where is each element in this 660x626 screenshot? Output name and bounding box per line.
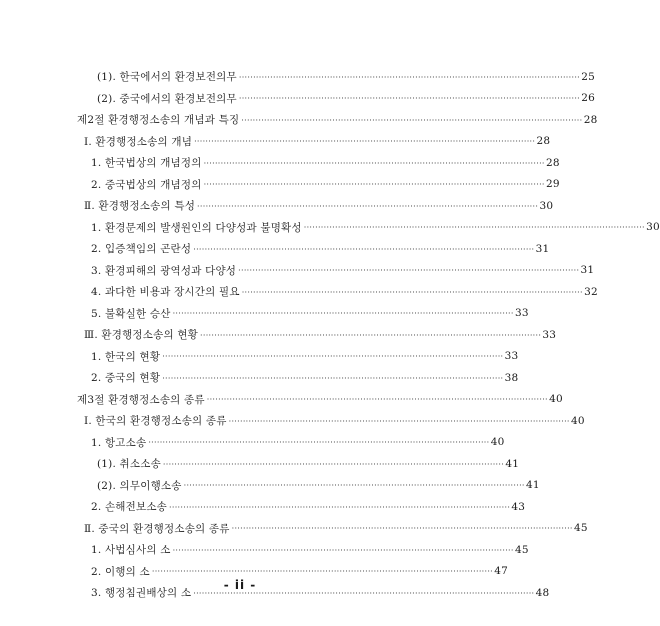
- dot-leader: ························································································································: [172, 309, 514, 319]
- toc-entry-label: 3. 환경피해의 광역성과 다양성: [91, 264, 237, 277]
- toc-entry-label: 제3절 환경행정소송의 종류: [77, 393, 205, 406]
- toc-entry-page: 33: [514, 307, 529, 320]
- dot-leader: ························································································································: [193, 244, 535, 254]
- toc-entry-label: 1. 한국의 현황: [91, 350, 161, 363]
- toc-entry-page: 32: [584, 285, 598, 298]
- toc-entry-page: 33: [504, 350, 519, 363]
- toc-entry-label: 2. 중국의 현황: [91, 372, 161, 385]
- toc-entry-label: 2. 이행의 소: [91, 565, 150, 578]
- dot-leader: ························································································································: [228, 416, 570, 426]
- toc-entry-label: Ⅰ. 환경행정소송의 개념: [84, 135, 193, 148]
- toc-entry: [0, 496, 526, 518]
- toc-entry-page: 40: [490, 436, 505, 449]
- toc-entry: [0, 131, 551, 153]
- toc-entry-page: 33: [542, 328, 557, 341]
- toc-entry-label: Ⅱ. 환경행정소송의 특성: [84, 200, 196, 213]
- toc-entry-page: 45: [574, 522, 588, 535]
- dot-leader: ························································································································: [148, 438, 490, 448]
- dot-leader: ························································································································: [238, 266, 580, 276]
- toc-entry: [0, 152, 560, 174]
- toc-entry: [0, 389, 563, 411]
- dot-leader: ························································································································: [193, 588, 535, 598]
- toc-entry: [0, 281, 598, 303]
- toc-entry-page: 47: [494, 565, 509, 578]
- toc-entry: [0, 303, 529, 325]
- toc-entry-page: 31: [535, 242, 550, 255]
- toc-entry: [0, 324, 557, 346]
- dot-leader: ························································································································: [194, 137, 536, 147]
- toc-entry-label: 1. 한국법상의 개념정의: [91, 157, 202, 170]
- toc-entry-label: 1. 항고소송: [91, 436, 147, 449]
- toc-entry-page: 41: [526, 479, 540, 492]
- toc-entry-label: (1). 취소소송: [97, 458, 161, 471]
- toc-entry-label: (2). 중국에서의 환경보전의무: [97, 92, 237, 105]
- toc-entry: [0, 518, 588, 540]
- toc-entry-page: 30: [646, 221, 660, 234]
- toc-entry: [0, 432, 505, 454]
- dot-leader: ························································································································: [162, 352, 504, 362]
- dot-leader: ························································································································: [162, 373, 504, 383]
- toc-entry: [0, 346, 519, 368]
- toc-entry-label: 2. 중국법상의 개념정의: [91, 178, 202, 191]
- toc-entry: [0, 238, 550, 260]
- dot-leader: ························································································································: [172, 545, 514, 555]
- toc-entry-label: 2. 손해전보소송: [91, 501, 168, 514]
- toc-entry-page: 26: [581, 92, 596, 105]
- dot-leader: ························································································································: [238, 94, 581, 104]
- toc-entry-page: 31: [580, 264, 595, 277]
- dot-leader: ························································································································: [238, 72, 581, 82]
- toc-entry-label: 5. 불확실한 승산: [91, 307, 171, 320]
- toc-entry: [0, 195, 554, 217]
- toc-entry-label: 1. 사법심사의 소: [91, 544, 171, 557]
- toc-entry-label: (1). 한국에서의 환경보전의무: [97, 71, 237, 84]
- toc-entry: [0, 453, 520, 475]
- dot-leader: ························································································································: [197, 201, 539, 211]
- toc-entry-page: 25: [581, 70, 596, 83]
- dot-leader: ························································································································: [151, 567, 494, 577]
- dot-leader: ························································································································: [162, 459, 505, 469]
- dot-leader: ························································································································: [183, 481, 525, 491]
- toc-entry-label: Ⅲ. 환경행정소송의 현황: [84, 329, 199, 342]
- dot-leader: ························································································································: [241, 287, 583, 297]
- dot-leader: ························································································································: [200, 330, 542, 340]
- toc-entry-page: 48: [535, 586, 550, 599]
- toc-entry-label: Ⅰ. 한국의 환경행정소송의 종류: [84, 415, 227, 428]
- toc-entry: [0, 174, 560, 196]
- toc-entry: [0, 109, 598, 131]
- toc-entry: [0, 367, 519, 389]
- toc-entry: [0, 410, 585, 432]
- dot-leader: ························································································································: [303, 223, 645, 233]
- toc-entry: [0, 260, 595, 282]
- dot-leader: ························································································································: [203, 158, 545, 168]
- toc-entry-page: 41: [505, 457, 520, 470]
- toc-entry: [0, 66, 596, 88]
- toc-entry-page: 30: [539, 199, 554, 212]
- toc-entry: [0, 475, 540, 497]
- toc-entry: [0, 539, 529, 561]
- dot-leader: ························································································································: [206, 395, 548, 405]
- toc-entry-page: 40: [571, 414, 585, 427]
- toc-entry-page: 45: [514, 543, 529, 556]
- toc-entry-label: 1. 환경문제의 발생원인의 다양성과 불명확성: [91, 221, 302, 234]
- toc-entry-page: 28: [536, 135, 551, 148]
- table-of-contents: [0, 66, 660, 604]
- toc-entry-page: 28: [583, 113, 598, 126]
- toc-entry-label: 제2절 환경행정소송의 개념과 특징: [77, 114, 240, 127]
- toc-entry-label: 2. 입증책임의 곤란성: [91, 243, 192, 256]
- dot-leader: ························································································································: [203, 180, 545, 190]
- toc-entry-label: 4. 과다한 비용과 장시간의 필요: [91, 286, 240, 299]
- page-number: - ii -: [223, 578, 257, 592]
- toc-entry: [0, 88, 596, 110]
- toc-entry: [0, 217, 660, 239]
- toc-entry-page: 38: [504, 371, 519, 384]
- toc-entry-label: Ⅱ. 중국의 환경행정소송의 종류: [84, 522, 230, 535]
- toc-entry-page: 28: [545, 156, 560, 169]
- dot-leader: ························································································································: [231, 524, 573, 534]
- toc-entry-label: 3. 행정침권배상의 소: [91, 587, 192, 600]
- toc-entry-page: 43: [511, 500, 526, 513]
- dot-leader: ························································································································: [241, 115, 583, 125]
- toc-entry-page: 40: [549, 393, 563, 406]
- toc-entry-page: 29: [545, 178, 560, 191]
- toc-entry-label: (2). 의무이행소송: [97, 479, 182, 492]
- dot-leader: ························································································································: [169, 502, 511, 512]
